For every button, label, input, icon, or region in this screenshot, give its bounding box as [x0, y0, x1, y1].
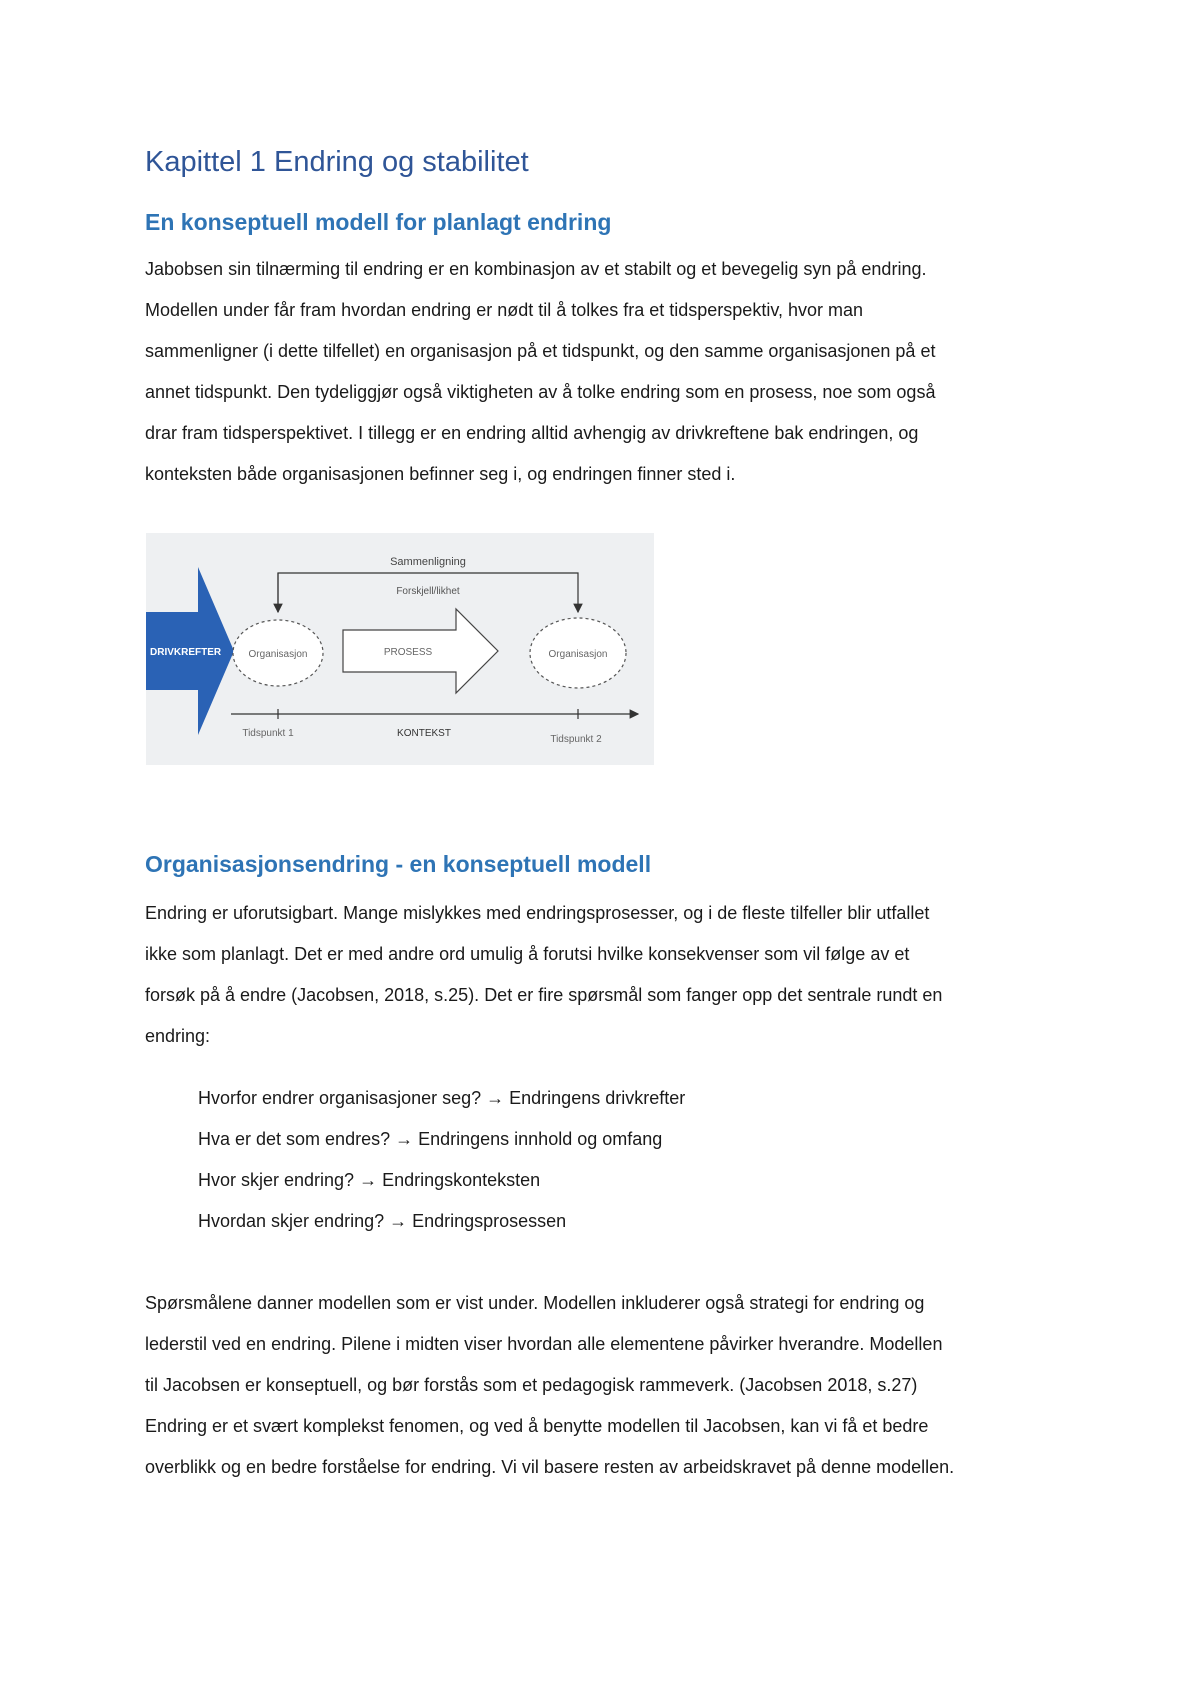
- paragraph-line: ikke som planlagt. Det er med andre ord umulig å forutsi hvilke konsekvenser som vil følge av et: [145, 944, 910, 964]
- difference-label: Forskjell/likhet: [396, 586, 460, 597]
- list-item: Hvordan skjer endring? → Endringsprosessen: [198, 1211, 567, 1231]
- paragraph-line: sammenligner (i dette tilfellet) en organisasjon på et tidspunkt, og den samme organisasjonen på et: [145, 341, 936, 361]
- paragraph-line: Spørsmålene danner modellen som er vist under. Modellen inkluderer også strategi for endring og: [145, 1293, 925, 1313]
- section1-paragraph: [145, 249, 1085, 495]
- time-point-2-label: Tidspunkt 2: [550, 734, 602, 745]
- paragraph-line: drar fram tidsperspektivet. I tillegg er en endring alltid avhengig av drivkreftene bak endringen, og: [145, 423, 919, 443]
- paragraph-line: Endring er et svært komplekst fenomen, og ved å benytte modellen til Jacobsen, kan vi få et bedre: [145, 1416, 929, 1436]
- section2-outro-paragraph: [145, 1283, 1085, 1488]
- organization-left-label: Organisasjon: [248, 649, 308, 660]
- change-model-diagram: [146, 533, 654, 765]
- paragraph-line: forsøk på å endre (Jacobsen, 2018, s.25). Det er fire spørsmål som fanger opp det sentrale rundt en: [145, 985, 943, 1005]
- paragraph-line: endring:: [145, 1026, 211, 1046]
- paragraph-line: Modellen under får fram hvordan endring er nødt til å tolkes fra et tidsperspektiv, hvor man: [145, 300, 864, 320]
- paragraph-line: annet tidspunkt. Den tydeliggjør også viktigheten av å tolke endring som en prosess, noe som også: [145, 382, 936, 402]
- paragraph-line: lederstil ved en endring. Pilene i midten viser hvordan alle elementene påvirker hverandre. Modellen: [145, 1334, 943, 1354]
- paragraph-line: Jabobsen sin tilnærming til endring er en kombinasjon av et stabilt og et bevegelig syn på endring.: [145, 259, 927, 279]
- paragraph-line: overblikk og en bedre forståelse for endring. Vi vil basere resten av arbeidskravet på denne modellen.: [145, 1457, 955, 1477]
- drivers-label: DRIVKREFTER: [150, 647, 222, 658]
- paragraph-line: konteksten både organisasjonen befinner seg i, og endringen finner sted i.: [145, 464, 736, 484]
- comparison-label: Sammenligning: [390, 556, 466, 568]
- questions-list: [198, 1078, 685, 1242]
- list-item: Hvor skjer endring? → Endringskonteksten: [198, 1170, 541, 1190]
- time-point-1-label: Tidspunkt 1: [242, 728, 294, 739]
- change-model-figure: [146, 533, 654, 765]
- organization-right-label: Organisasjon: [548, 649, 608, 660]
- section-heading-planned-change: En konseptuell modell for planlagt endring: [145, 209, 612, 235]
- section-heading-organizational-change: Organisasjonsendring - en konseptuell modell: [145, 851, 652, 877]
- paragraph-line: til Jacobsen er konseptuell, og bør forstås som et pedagogisk rammeverk. (Jacobsen 2018, s.27): [145, 1375, 918, 1395]
- chapter-title: Kapittel 1 Endring og stabilitet: [145, 146, 529, 178]
- paragraph-line: Endring er uforutsigbart. Mange mislykkes med endringsprosesser, og i de fleste tilfeller blir utfallet: [145, 903, 930, 923]
- section2-intro-paragraph: [145, 893, 1085, 1057]
- list-item: Hva er det som endres? → Endringens innhold og omfang: [198, 1129, 663, 1149]
- list-item: Hvorfor endrer organisasjoner seg? → Endringens drivkrefter: [198, 1088, 686, 1108]
- context-label: KONTEKST: [397, 728, 451, 739]
- process-label: PROSESS: [383, 647, 433, 658]
